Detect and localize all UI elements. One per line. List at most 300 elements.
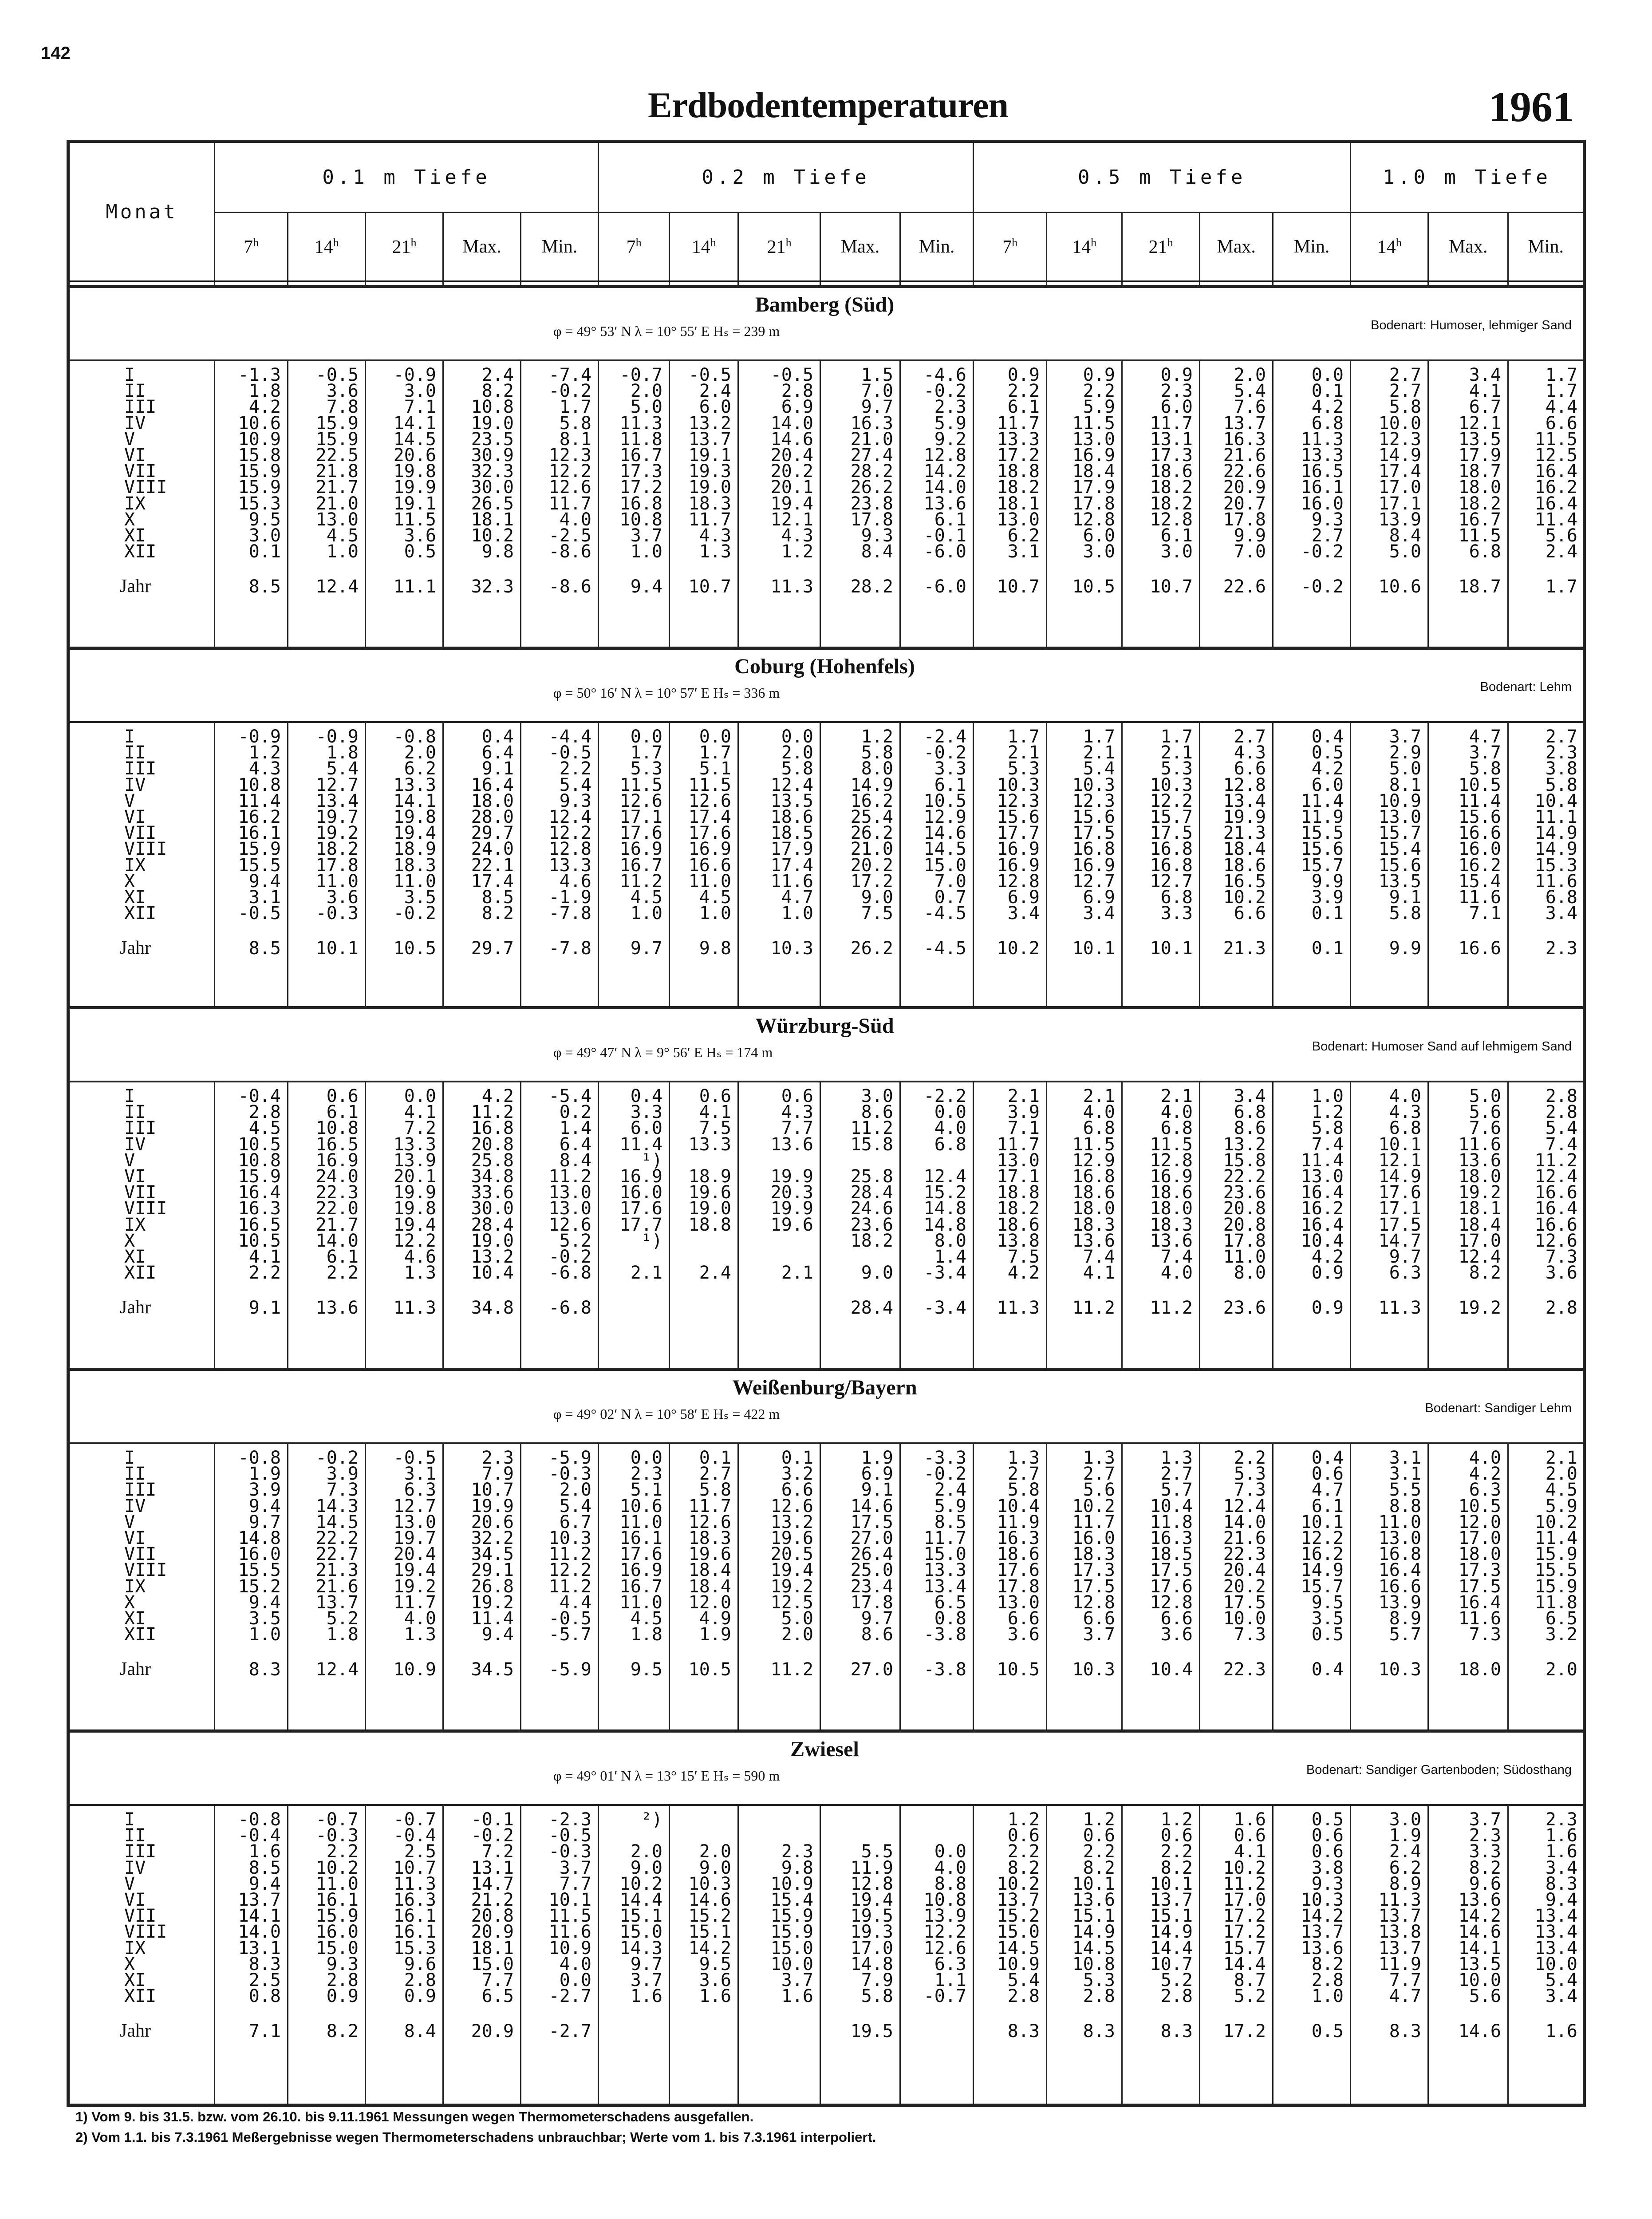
data-cell: 9.5 <box>699 1954 731 1974</box>
data-cell: 5.2 <box>1234 1986 1266 2007</box>
data-cell: 12.1 <box>1378 1150 1421 1171</box>
data-cell: 10.3 <box>997 774 1040 795</box>
data-cell: 17.1 <box>1378 1198 1421 1219</box>
data-cell: 17.2 <box>1223 1922 1266 1943</box>
data-cell: 1.8 <box>326 1624 359 1645</box>
data-cell: 16.8 <box>1150 839 1193 860</box>
data-cell: 23.4 <box>850 1576 893 1597</box>
data-cell: 11.5 <box>548 1906 591 1927</box>
data-cell: 10.2 <box>997 1873 1040 1894</box>
data-cell: 10.7 <box>393 1857 436 1878</box>
data-cell: 6.3 <box>404 1480 436 1500</box>
data-cell: 5.4 <box>1234 381 1266 402</box>
data-cell: 22.6 <box>1223 461 1266 482</box>
data-cell: 14.7 <box>1378 1230 1421 1251</box>
data-cell: 28.4 <box>850 1182 893 1203</box>
data-cell: 6.8 <box>1083 1118 1115 1139</box>
station-coordinates: φ = 49° 47′ N λ = 9° 56′ E Hₛ = 174 m <box>553 1044 773 1060</box>
data-cell: 2.8 <box>781 381 813 402</box>
data-cell: 16.2 <box>1301 1544 1344 1565</box>
data-cell: 11.5 <box>1072 1134 1115 1155</box>
month-label: I <box>124 1086 135 1106</box>
jahr-cell: -6.0 <box>923 576 966 597</box>
data-cell: 2.4 <box>1545 541 1577 562</box>
data-cell: 6.6 <box>1234 903 1266 924</box>
data-cell: 2.7 <box>1389 365 1421 385</box>
data-cell: 2.3 <box>934 397 966 418</box>
section-separator <box>67 647 1583 650</box>
data-cell: 10.0 <box>770 1954 813 1974</box>
data-cell: 0.0 <box>630 727 662 747</box>
jahr-cell: 9.7 <box>630 938 662 959</box>
data-cell: 11.5 <box>619 774 662 795</box>
data-cell: 5.3 <box>1083 1970 1115 1990</box>
data-cell: 9.4 <box>248 1592 281 1613</box>
data-cell: 3.4 <box>1469 365 1501 385</box>
station-header-divider <box>67 359 1583 361</box>
data-cell: 1.9 <box>248 1464 281 1485</box>
jahr-cell: 9.8 <box>699 938 731 959</box>
data-cell: 19.8 <box>393 461 436 482</box>
data-cell: 5.8 <box>559 413 591 434</box>
jahr-cell: 8.4 <box>404 2021 436 2041</box>
data-cell: 15.0 <box>619 1922 662 1943</box>
data-cell: 10.3 <box>1301 1890 1344 1910</box>
section-separator <box>67 1006 1583 1009</box>
data-cell: 11.3 <box>1378 1890 1421 1910</box>
data-cell: 3.4 <box>1007 903 1040 924</box>
data-cell: 16.4 <box>1534 1198 1577 1219</box>
data-cell: 12.0 <box>1458 1512 1501 1532</box>
data-cell: 0.5 <box>1311 1809 1344 1830</box>
data-cell: 0.6 <box>1234 1825 1266 1846</box>
jahr-cell: 0.1 <box>1311 938 1344 959</box>
month-label: VI <box>124 1166 146 1187</box>
month-label: II <box>124 381 146 402</box>
data-cell: 15.5 <box>238 855 281 876</box>
data-cell: 27.4 <box>850 445 893 466</box>
data-cell: 16.9 <box>619 1560 662 1581</box>
jahr-label: Jahr <box>120 938 151 958</box>
data-cell: -4.5 <box>923 903 966 924</box>
data-cell: 2.8 <box>1311 1970 1344 1990</box>
data-cell: 16.9 <box>619 1166 662 1187</box>
data-cell: 18.6 <box>997 1544 1040 1565</box>
jahr-cell: 11.3 <box>1378 1298 1421 1318</box>
data-cell: 0.6 <box>1311 1825 1344 1846</box>
data-cell: 18.8 <box>688 1214 731 1235</box>
data-cell: 3.9 <box>248 1480 281 1500</box>
jahr-cell: 0.4 <box>1311 1659 1344 1680</box>
data-cell: 24.0 <box>315 1166 359 1187</box>
data-cell: 21.7 <box>315 477 359 498</box>
data-cell: 6.6 <box>1083 1608 1115 1629</box>
data-cell: 5.3 <box>1234 1464 1266 1485</box>
data-cell: 20.2 <box>850 855 893 876</box>
data-cell: 0.1 <box>699 1448 731 1468</box>
data-cell: 20.3 <box>770 1182 813 1203</box>
data-cell: 2.8 <box>1545 1086 1577 1106</box>
data-cell: 6.6 <box>1160 1608 1193 1629</box>
station-header-divider <box>67 721 1583 723</box>
data-cell: 34.5 <box>471 1544 514 1565</box>
data-cell: 18.3 <box>688 493 731 514</box>
data-cell: 15.7 <box>1223 1938 1266 1958</box>
data-cell: 3.7 <box>1083 1624 1115 1645</box>
data-cell: 18.3 <box>688 1528 731 1548</box>
data-cell: -2.3 <box>548 1809 591 1830</box>
data-cell: -0.8 <box>238 1448 281 1468</box>
section-separator <box>67 1368 1583 1371</box>
data-cell: 1.0 <box>781 903 813 924</box>
data-cell: 6.5 <box>1545 1608 1577 1629</box>
data-cell: -0.4 <box>238 1086 281 1106</box>
data-cell: -0.8 <box>393 727 436 747</box>
data-cell: -0.2 <box>923 1464 966 1485</box>
month-label: VI <box>124 1528 146 1548</box>
data-cell: 10.4 <box>1150 1496 1193 1516</box>
jahr-cell: 12.4 <box>315 576 359 597</box>
data-cell: 16.1 <box>315 1890 359 1910</box>
data-cell: 16.8 <box>1150 855 1193 876</box>
data-cell: 15.7 <box>1301 1576 1344 1597</box>
data-cell: 2.8 <box>326 1970 359 1990</box>
data-cell: 6.9 <box>1083 887 1115 908</box>
data-cell: 13.4 <box>1534 1922 1577 1943</box>
station-name: Zwiesel <box>790 1737 859 1761</box>
data-cell: 18.2 <box>1458 493 1501 514</box>
data-cell: -2.4 <box>923 727 966 747</box>
data-cell: 17.3 <box>1072 1560 1115 1581</box>
data-cell: 17.2 <box>1223 1906 1266 1927</box>
data-cell: 2.3 <box>481 1448 514 1468</box>
data-cell: 11.7 <box>688 509 731 530</box>
data-cell: 7.4 <box>1160 1247 1193 1267</box>
data-cell: 4.0 <box>1160 1102 1193 1123</box>
station-header <box>70 1371 1580 1444</box>
data-cell: 26.5 <box>471 493 514 514</box>
data-cell: 33.6 <box>471 1182 514 1203</box>
data-cell: 19.6 <box>770 1214 813 1235</box>
data-cell: 20.4 <box>393 1544 436 1565</box>
data-cell: 17.8 <box>1223 509 1266 530</box>
data-cell: 3.8 <box>1545 758 1577 779</box>
jahr-cell: 1.6 <box>1545 2021 1577 2041</box>
data-cell: 4.5 <box>699 887 731 908</box>
data-cell: 2.1 <box>1083 742 1115 763</box>
data-cell: 10.8 <box>238 774 281 795</box>
data-cell: 11.5 <box>1458 525 1501 546</box>
data-cell: 10.9 <box>997 1954 1040 1974</box>
month-label: I <box>124 1448 135 1468</box>
data-cell: -0.2 <box>923 742 966 763</box>
month-label: XII <box>124 1986 157 2007</box>
data-cell: 4.3 <box>781 525 813 546</box>
data-cell: 0.6 <box>1007 1825 1040 1846</box>
data-cell: 14.5 <box>393 429 436 450</box>
jahr-cell: -2.7 <box>548 2021 591 2041</box>
data-cell: 1.0 <box>630 903 662 924</box>
month-label: VI <box>124 445 146 466</box>
data-cell: 6.5 <box>934 1592 966 1613</box>
data-cell: 10.7 <box>471 1480 514 1500</box>
data-cell: 11.4 <box>1534 509 1577 530</box>
data-cell: 7.5 <box>1007 1247 1040 1267</box>
data-cell: 17.0 <box>850 1938 893 1958</box>
data-cell: 12.4 <box>548 807 591 827</box>
data-cell: 0.9 <box>1007 365 1040 385</box>
data-cell: 16.4 <box>471 774 514 795</box>
jahr-cell: 10.6 <box>1378 576 1421 597</box>
data-cell: 25.0 <box>850 1560 893 1581</box>
station-header <box>70 288 1580 361</box>
data-cell: 2.7 <box>1389 381 1421 402</box>
depth-header: 0.1 m Tiefe <box>215 142 599 213</box>
data-cell: 16.0 <box>238 1544 281 1565</box>
data-cell: 6.2 <box>1007 525 1040 546</box>
data-cell: 8.2 <box>1083 1857 1115 1878</box>
data-cell: 9.5 <box>248 509 281 530</box>
data-cell: -5.4 <box>548 1086 591 1106</box>
data-cell: 4.2 <box>1311 1247 1344 1267</box>
data-cell: 18.6 <box>770 807 813 827</box>
data-cell: 19.6 <box>688 1544 731 1565</box>
data-cell: 8.9 <box>1389 1608 1421 1629</box>
data-cell: 13.0 <box>997 509 1040 530</box>
data-cell: 7.6 <box>1234 397 1266 418</box>
column-header: 21$^h$ <box>366 213 443 281</box>
data-cell: 15.4 <box>770 1890 813 1910</box>
month-label: IV <box>124 1134 146 1155</box>
data-cell: 1.2 <box>248 742 281 763</box>
data-cell: 3.7 <box>559 1857 591 1878</box>
data-cell: 10.3 <box>1072 774 1115 795</box>
data-cell: 25.8 <box>850 1166 893 1187</box>
data-cell: 16.9 <box>315 1150 359 1171</box>
data-cell: 15.0 <box>923 855 966 876</box>
data-cell: -0.9 <box>238 727 281 747</box>
data-cell: -0.7 <box>393 1809 436 1830</box>
data-cell: 19.0 <box>688 477 731 498</box>
data-cell: 0.8 <box>248 1986 281 2007</box>
jahr-cell: 9.5 <box>630 1659 662 1680</box>
data-cell: 10.5 <box>1458 1496 1501 1516</box>
data-cell: 5.0 <box>1389 758 1421 779</box>
data-cell: 4.2 <box>1007 1263 1040 1283</box>
month-label: VIII <box>124 1560 167 1581</box>
month-label: VII <box>124 1544 157 1565</box>
jahr-cell: -7.8 <box>548 938 591 959</box>
data-cell: 4.3 <box>1234 742 1266 763</box>
data-cell: 7.4 <box>1311 1134 1344 1155</box>
data-cell: 1.0 <box>1311 1086 1344 1106</box>
data-cell: 10.0 <box>1378 413 1421 434</box>
data-cell: 9.3 <box>326 1954 359 1974</box>
data-cell: 1.8 <box>326 742 359 763</box>
data-cell: -2.2 <box>923 1086 966 1106</box>
data-cell: 15.9 <box>770 1906 813 1927</box>
data-cell: 9.1 <box>481 758 514 779</box>
data-cell: 12.3 <box>1378 429 1421 450</box>
data-cell: 2.7 <box>1160 1464 1193 1485</box>
data-cell: 6.1 <box>934 774 966 795</box>
data-cell: 7.9 <box>861 1970 893 1990</box>
data-cell: 12.8 <box>1223 774 1266 795</box>
data-cell: 11.2 <box>1223 1873 1266 1894</box>
data-cell: 16.3 <box>393 1890 436 1910</box>
data-cell: 9.3 <box>1311 509 1344 530</box>
data-cell: 5.9 <box>934 413 966 434</box>
data-cell: 17.5 <box>1223 1592 1266 1613</box>
data-cell: 1.9 <box>699 1624 731 1645</box>
data-cell: 11.1 <box>1534 807 1577 827</box>
data-cell: 17.7 <box>997 823 1040 844</box>
jahr-cell: 10.9 <box>393 1659 436 1680</box>
jahr-cell: 10.5 <box>997 1659 1040 1680</box>
month-label: X <box>124 1592 135 1613</box>
data-cell: 14.2 <box>688 1938 731 1958</box>
data-cell: 10.1 <box>548 1890 591 1910</box>
data-cell: 17.5 <box>1072 823 1115 844</box>
data-cell: 2.0 <box>781 742 813 763</box>
data-cell: 16.9 <box>1072 855 1115 876</box>
jahr-cell: 10.1 <box>315 938 359 959</box>
data-cell: 15.9 <box>770 1922 813 1943</box>
data-cell: 18.1 <box>997 493 1040 514</box>
data-cell: 15.0 <box>770 1938 813 1958</box>
data-cell: 15.1 <box>1150 1906 1193 1927</box>
data-cell: 6.0 <box>1160 397 1193 418</box>
data-cell: 18.1 <box>1458 1198 1501 1219</box>
data-cell: -0.3 <box>315 903 359 924</box>
month-label: VII <box>124 1182 157 1203</box>
data-cell: 13.3 <box>688 1134 731 1155</box>
data-cell: 2.8 <box>1007 1986 1040 2007</box>
data-cell: 4.0 <box>559 1954 591 1974</box>
data-cell: -7.8 <box>548 903 591 924</box>
data-cell: 18.0 <box>1458 1544 1501 1565</box>
data-cell: 12.8 <box>1150 1592 1193 1613</box>
data-cell: 15.7 <box>1378 823 1421 844</box>
month-label: IV <box>124 774 146 795</box>
data-cell: 18.2 <box>315 839 359 860</box>
data-cell: 13.7 <box>1378 1906 1421 1927</box>
data-cell: 12.6 <box>619 790 662 811</box>
data-cell: 0.9 <box>326 1986 359 2007</box>
month-label: IX <box>124 1938 146 1958</box>
data-cell: 2.2 <box>559 758 591 779</box>
data-cell: 6.8 <box>1160 887 1193 908</box>
data-cell: 14.8 <box>923 1214 966 1235</box>
data-cell: 13.6 <box>770 1134 813 1155</box>
data-cell: 12.8 <box>1150 509 1193 530</box>
data-cell: 8.3 <box>1545 1873 1577 1894</box>
station-name: Würzburg-Süd <box>755 1014 894 1038</box>
data-cell: 7.0 <box>934 871 966 892</box>
data-cell: 5.6 <box>1083 1480 1115 1500</box>
data-cell: 17.8 <box>1223 1230 1266 1251</box>
data-cell: 3.0 <box>861 1086 893 1106</box>
data-cell: 13.2 <box>770 1512 813 1532</box>
data-cell: 16.4 <box>1534 493 1577 514</box>
data-cell: 13.9 <box>393 1150 436 1171</box>
jahr-cell: 22.3 <box>1223 1659 1266 1680</box>
data-cell: 12.4 <box>1223 1496 1266 1516</box>
data-cell: 8.2 <box>1007 1857 1040 1878</box>
data-cell: -6.0 <box>923 541 966 562</box>
data-cell: 6.8 <box>1389 1118 1421 1139</box>
data-cell: 5.4 <box>326 758 359 779</box>
month-label: X <box>124 1954 135 1974</box>
data-cell: 11.2 <box>1534 1150 1577 1171</box>
data-cell: 9.7 <box>248 1512 281 1532</box>
data-cell: 7.3 <box>1469 1624 1501 1645</box>
data-cell: ¹) <box>641 1230 662 1251</box>
data-cell: 2.1 <box>1545 1448 1577 1468</box>
data-cell: 14.1 <box>393 413 436 434</box>
data-cell: 13.2 <box>471 1247 514 1267</box>
month-label: VII <box>124 461 157 482</box>
data-cell: 16.9 <box>619 839 662 860</box>
data-cell: 26.2 <box>850 823 893 844</box>
data-cell: 9.7 <box>861 1608 893 1629</box>
data-cell: 14.9 <box>1378 445 1421 466</box>
data-cell: 3.4 <box>1083 903 1115 924</box>
data-cell: 14.6 <box>770 429 813 450</box>
data-cell: 12.3 <box>1072 790 1115 811</box>
data-cell: 0.6 <box>781 1086 813 1106</box>
depth-header: 0.5 m Tiefe <box>974 142 1351 213</box>
data-cell: 3.1 <box>1007 541 1040 562</box>
data-cell: 15.9 <box>238 461 281 482</box>
data-cell: 20.8 <box>1223 1198 1266 1219</box>
data-cell: 13.5 <box>1458 1954 1501 1974</box>
data-cell: 2.2 <box>1083 1841 1115 1862</box>
data-cell: 5.8 <box>861 1986 893 2007</box>
data-cell: 3.1 <box>1389 1448 1421 1468</box>
data-cell: 12.6 <box>548 477 591 498</box>
data-cell: 4.5 <box>630 887 662 908</box>
data-cell: 15.8 <box>850 1134 893 1155</box>
data-cell: 29.1 <box>471 1560 514 1581</box>
data-cell: 18.7 <box>1458 461 1501 482</box>
data-cell: 7.3 <box>1234 1480 1266 1500</box>
data-cell: 19.5 <box>850 1906 893 1927</box>
data-cell: 15.9 <box>238 1166 281 1187</box>
data-cell: 11.5 <box>1072 413 1115 434</box>
data-cell: 15.5 <box>1534 1560 1577 1581</box>
data-cell: 1.0 <box>1311 1986 1344 2007</box>
data-cell: -4.4 <box>548 727 591 747</box>
data-cell: 3.6 <box>404 525 436 546</box>
data-cell: 20.6 <box>471 1512 514 1532</box>
data-cell: 16.9 <box>688 839 731 860</box>
data-cell: 8.8 <box>1389 1496 1421 1516</box>
data-cell: 14.9 <box>1378 1166 1421 1187</box>
jahr-cell: 0.5 <box>1311 2021 1344 2041</box>
data-cell: 10.9 <box>548 1938 591 1958</box>
data-cell: 10.0 <box>1458 1970 1501 1990</box>
data-cell: 3.7 <box>630 1970 662 1990</box>
data-cell: 6.0 <box>1083 525 1115 546</box>
data-cell: 8.2 <box>1469 1857 1501 1878</box>
jahr-cell: 22.6 <box>1223 576 1266 597</box>
data-cell: 7.1 <box>404 397 436 418</box>
data-cell: 22.1 <box>471 855 514 876</box>
data-cell: 13.3 <box>997 429 1040 450</box>
data-cell: 10.4 <box>471 1263 514 1283</box>
data-cell: 26.4 <box>850 1544 893 1565</box>
